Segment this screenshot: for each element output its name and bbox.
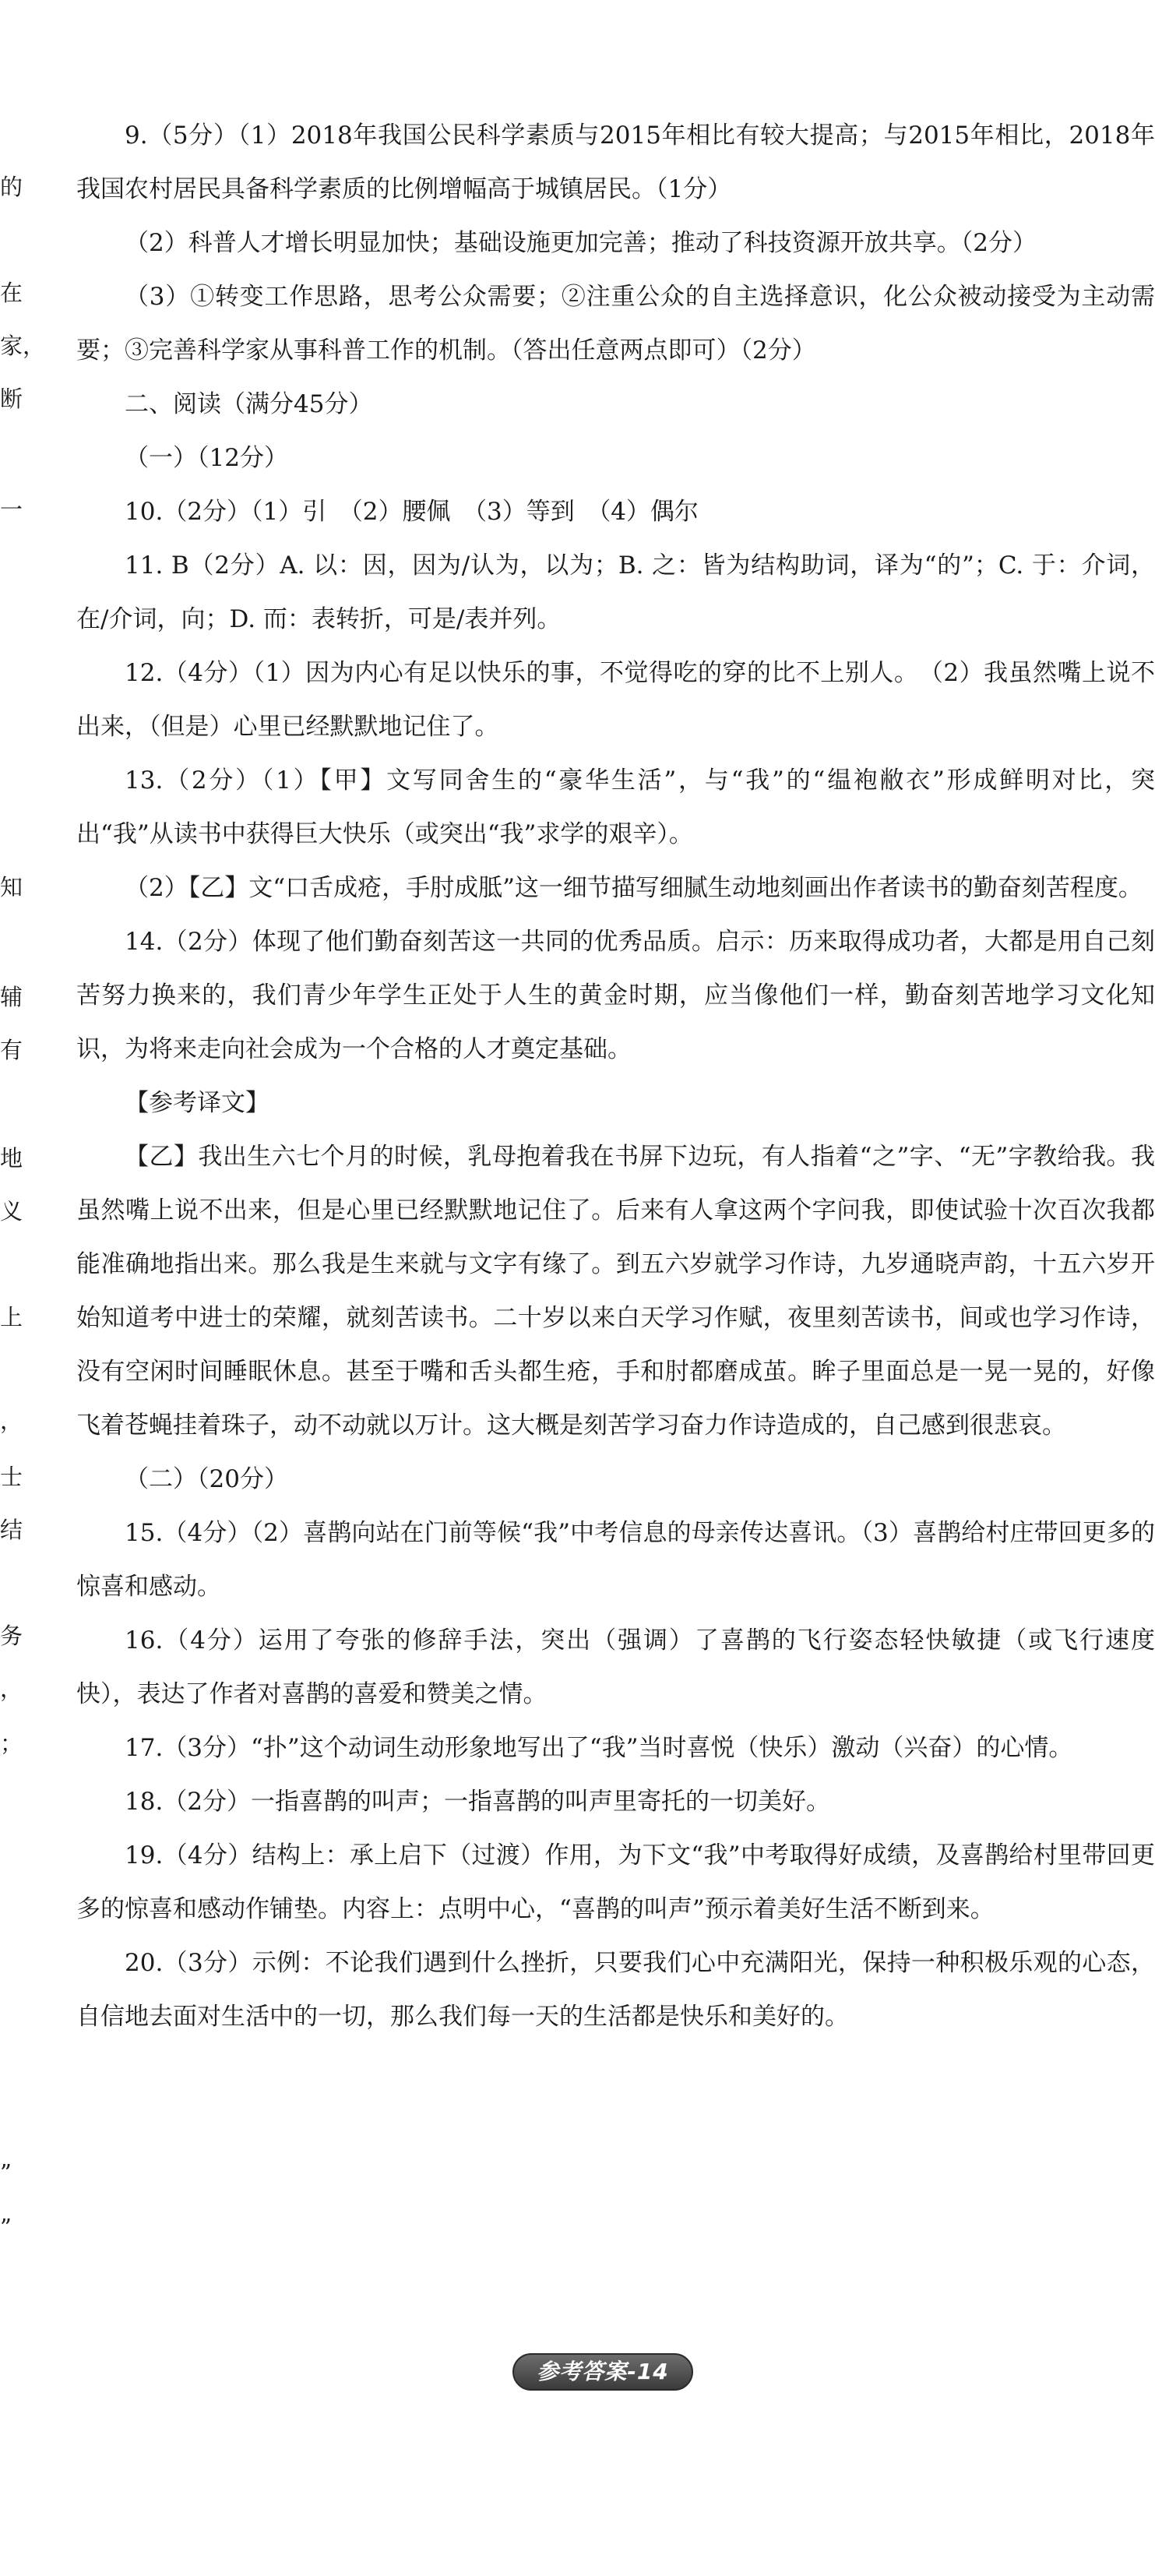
- subsection-heading-2: （二）（20分）: [125, 1465, 288, 1493]
- answer-12: 12.（4分）（1）因为内心有足以快乐的事，不觉得吃的穿的比不上别人。 （2）我虽然嘴上说不出来，（但是）心里已经默默地记住了。: [76, 659, 1155, 741]
- margin-fragment: ；: [0, 1730, 23, 1757]
- answer-9-part-3: （3）①转变工作思路，思考公众需要；②注重公众的自主选择意识，化公众被动接受为主动需要；③完善科学家从事科普工作的机制。（答出任意两点即可）（2分）: [76, 283, 1155, 365]
- margin-fragment: ，: [0, 1676, 23, 1702]
- answer-16: 16.（4分）运用了夸张的修辞手法，突出（强调）了喜鹊的飞行姿态轻快敏捷（或飞行速度快），表达了作者对喜鹊的喜爱和赞美之情。: [76, 1626, 1155, 1708]
- answer-19: 19.（4分）结构上：承上启下（过渡）作用，为下文“我”中考取得好成绩，及喜鹊给村里带回更多的惊喜和感动作铺垫。内容上：点明中心，“喜鹊的叫声”预示着美好生活不断到来。: [76, 1841, 1155, 1923]
- margin-fragment: 辅: [0, 984, 23, 1010]
- answer-20: 20.（3分）示例：不论我们遇到什么挫折，只要我们心中充满阳光，保持一种积极乐观的心态，自信地去面对生活中的一切，那么我们每一天的生活都是快乐和美好的。: [76, 1949, 1155, 2031]
- margin-fragment: 结: [0, 1517, 23, 1543]
- margin-fragment: ”: [0, 2159, 12, 2186]
- answer-content: [76, 109, 1155, 2044]
- margin-fragment: 一: [0, 496, 23, 523]
- section-heading-reading: 二、阅读（满分45分）: [125, 390, 373, 418]
- margin-fragment: 义: [0, 1198, 23, 1225]
- answer-13-part-2: （2）【乙】文“口舌成疮，手肘成胝”这一细节描写细腻生动地刻画出作者读书的勤奋刻苦程度。: [125, 874, 1143, 902]
- answer-9-part-2: （2）科普人才增长明显加快；基础设施更加完善；推动了科技资源开放共享。（2分）: [125, 229, 1037, 257]
- answer-9: 9.（5分）（1）2018年我国公民科学素质与2015年相比有较大提高；与2015年相比，2018年我国农村居民具备科学素质的比例增幅高于城镇居民。（1分）: [76, 122, 1155, 203]
- margin-fragment: 有: [0, 1037, 23, 1063]
- margin-fragment: 务: [0, 1623, 23, 1649]
- answer-13: 13.（2分）（1）【甲】文写同舍生的“豪华生活”，与“我”的“缊袍敝衣”形成鲜明对比，突出“我”从读书中获得巨大快乐（或突出“我”求学的艰辛）。: [76, 766, 1155, 848]
- reference-translation-heading: 【参考译文】: [125, 1089, 269, 1117]
- reference-translation-text: 【乙】我出生六七个月的时候，乳母抱着我在书屏下边玩，有人指着“之”字、“无”字教给我。我虽然嘴上说不出来，但是心里已经默默地记住了。后来有人拿这两个字问我，即使试验十次百次我都能准确地指出来。那么我是生来就与文字有缘了。到五六岁就学习作诗，九岁通晓声韵，十五六岁开始知道考中进士的荣耀，就刻苦读书。二十岁以来白天学习作赋，夜里刻苦读书，间或也学习作诗，没有空闲时间睡眠休息。甚至于嘴和舌头都生疮，手和肘都磨成茧。眸子里面总是一晃一晃的，好像飞着苍蝇挂着珠子，动不动就以万计。这大概是刻苦学习奋力作诗造成的，自己感到很悲哀。: [76, 1143, 1155, 1440]
- margin-fragment: 的: [0, 174, 23, 200]
- answer-11: 11. B（2分）A. 以：因，因为/认为，以为；B. 之：皆为结构助词，译为“的”；C. 于：介词，在/介词，向；D. 而：表转折，可是/表并列。: [76, 551, 1155, 633]
- margin-fragment: 家，: [0, 333, 46, 359]
- margin-fragment: 地: [0, 1145, 23, 1172]
- left-margin-fragments: [0, 0, 46, 2576]
- subsection-heading-1: （一）（12分）: [125, 444, 288, 472]
- margin-fragment: ，: [0, 1408, 23, 1434]
- answer-10: 10.（2分）（1）引 （2）腰佩 （3）等到 （4）偶尔: [125, 498, 699, 526]
- page-number-badge: 参考答案-14: [512, 2353, 693, 2391]
- margin-fragment: 士: [0, 1464, 23, 1490]
- margin-fragment: 知: [0, 874, 23, 900]
- margin-fragment: 上: [0, 1304, 23, 1330]
- margin-fragment: 在: [0, 280, 23, 306]
- answer-18: 18.（2分）一指喜鹊的叫声；一指喜鹊的叫声里寄托的一切美好。: [125, 1788, 831, 1816]
- margin-fragment: 断: [0, 386, 23, 412]
- answer-17: 17.（3分）“扑”这个动词生动形象地写出了“我”当时喜悦（快乐）激动（兴奋）的心情。: [125, 1734, 1073, 1762]
- answer-15: 15.（4分）（2）喜鹊向站在门前等候“我”中考信息的母亲传达喜讯。（3）喜鹊给村庄带回更多的惊喜和感动。: [76, 1519, 1155, 1601]
- margin-fragment: ”: [0, 2214, 12, 2240]
- answer-14: 14.（2分）体现了他们勤奋刻苦这一共同的优秀品质。启示：历来取得成功者，大都是用自己刻苦努力换来的，我们青少年学生正处于人生的黄金时期，应当像他们一样，勤奋刻苦地学习文化知识，为将来走向社会成为一个合格的人才奠定基础。: [76, 928, 1155, 1063]
